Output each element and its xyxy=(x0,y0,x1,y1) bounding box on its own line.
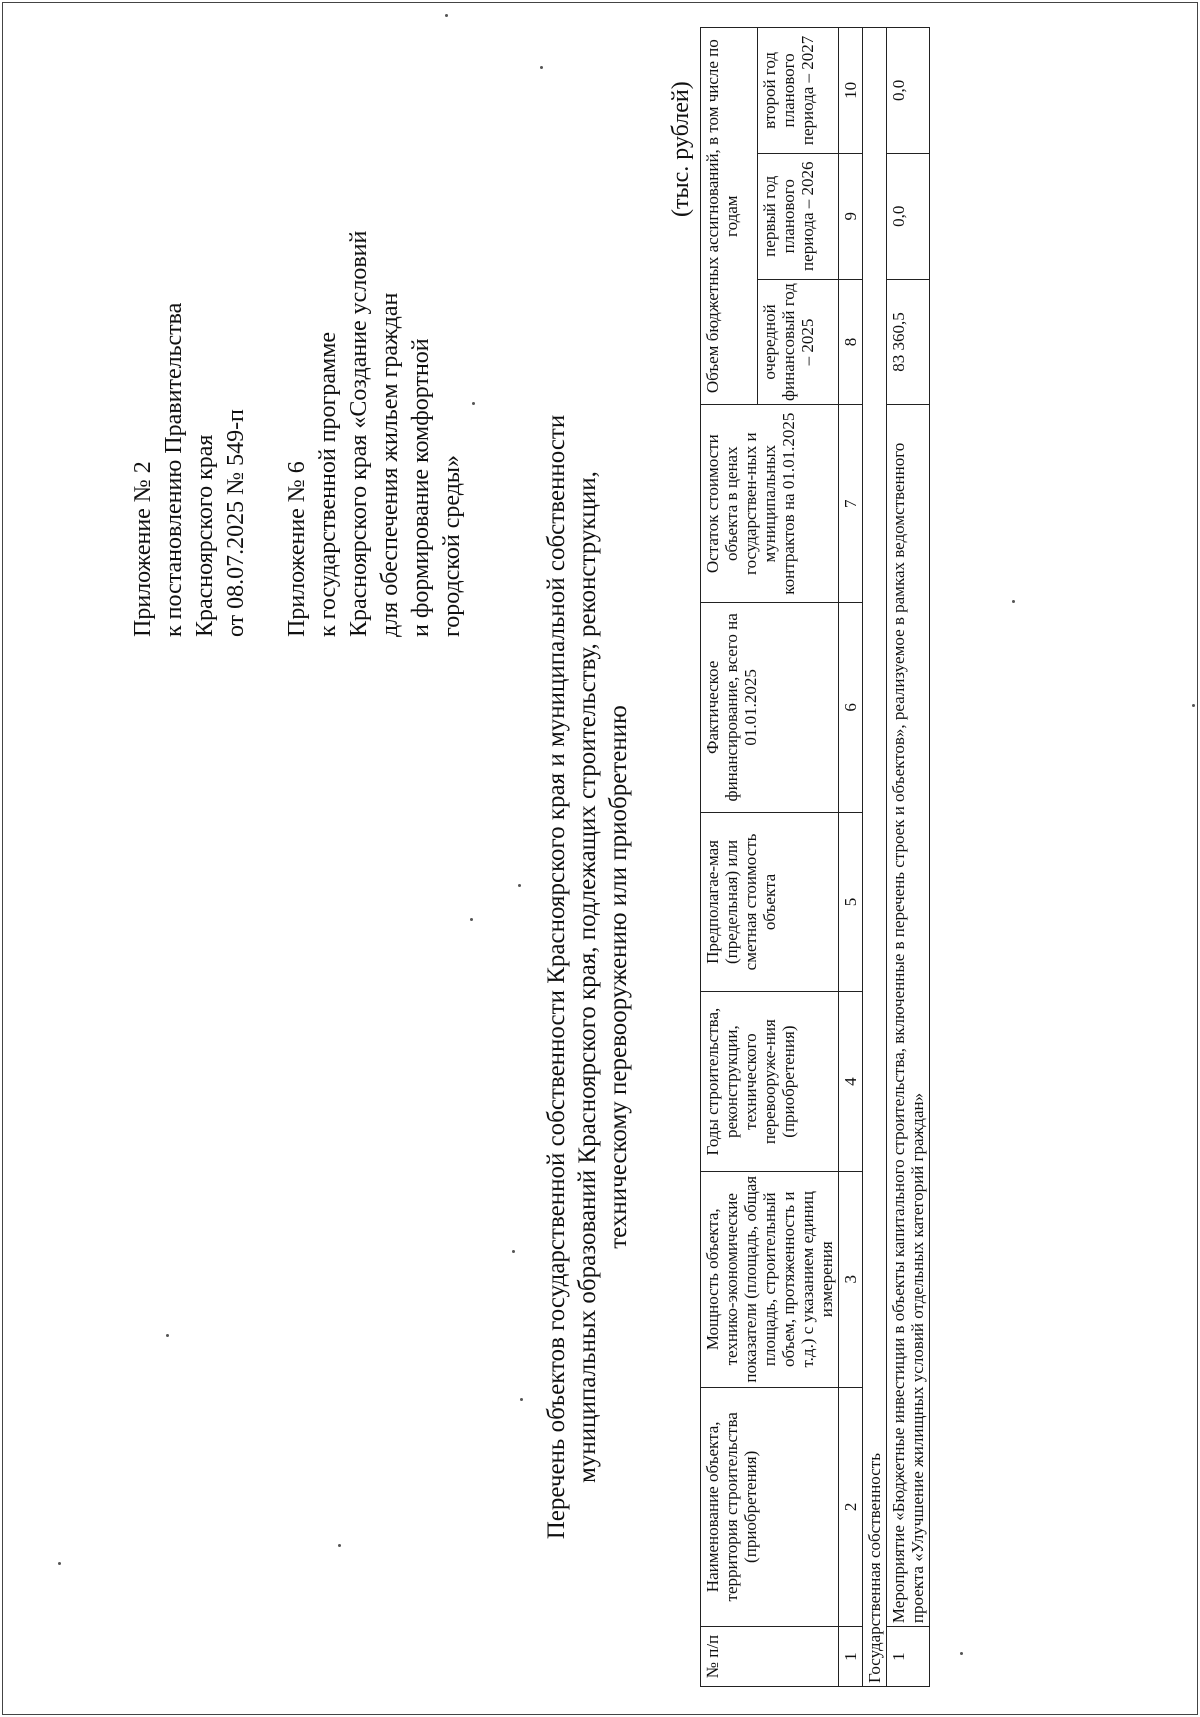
column-number-row xyxy=(839,28,863,1687)
header-line: Красноярского края «Создание условий xyxy=(346,230,372,637)
section-row xyxy=(863,28,887,1687)
column-number: 7 xyxy=(839,405,863,603)
column-number: 5 xyxy=(839,812,863,992)
header-line: к постановлению Правительства xyxy=(161,302,187,637)
header-line: Приложение № 6 xyxy=(284,461,310,637)
column-number: 8 xyxy=(839,279,863,405)
document-title xyxy=(541,277,634,1677)
header-cell: Фактическое финансирование, всего на 01.01.2025 xyxy=(701,603,839,813)
header-cell: Годы строительства, реконструкции, технического перевооруже-ния (приобретения) xyxy=(701,992,839,1172)
column-number: 3 xyxy=(839,1171,863,1387)
header-line: к государственной программе xyxy=(315,331,341,637)
header-cell: Наименование объекта, территория строительства (приобретения) xyxy=(701,1387,839,1627)
column-number: 4 xyxy=(839,992,863,1172)
row-description: Мероприятие «Бюджетные инвестиции в объекты капитального строительства, включенные в перечень строек и объектов», реализуемое в рамках ведомственного проекта «Улучшение жилищных условий отдельных категорий граждан» xyxy=(887,405,930,1627)
column-number: 2 xyxy=(839,1387,863,1627)
row-value-2027: 0,0 xyxy=(887,28,930,154)
header-line: Красноярского края xyxy=(192,434,218,637)
title-line: муниципальных образований Красноярского края, подлежащих строительству, реконструкции, xyxy=(574,471,601,1483)
title-line: техническому перевооружению или приобретению xyxy=(605,705,632,1249)
appendix-2-header xyxy=(128,303,252,637)
appendix-6-header xyxy=(282,231,468,637)
title-line: Перечень объектов государственной собственности Красноярского края и муниципальной собственности xyxy=(543,414,570,1540)
header-line: городской среды» xyxy=(439,454,465,637)
column-number: 1 xyxy=(839,1627,863,1687)
units-label: (тыс. рублей) xyxy=(668,81,694,217)
column-number: 10 xyxy=(839,28,863,154)
header-line: для обеспечения жильем граждан xyxy=(377,292,403,637)
table-row xyxy=(887,28,930,1687)
header-cell: № п/п xyxy=(701,1627,839,1687)
header-cell: первый год планового периода – 2026 xyxy=(757,153,839,279)
header-line: от 08.07.2025 № 549-п xyxy=(223,409,249,637)
header-cell: Мощность объекта, технико-экономические показатели (площадь, общая площадь, строительный объем, протяженность и т.д.) с указанием единиц измерения xyxy=(701,1171,839,1387)
objects-table xyxy=(700,27,930,1687)
column-number: 6 xyxy=(839,603,863,813)
section-title: Государственная собственность xyxy=(863,28,887,1687)
header-group-cell: Объем бюджетных ассигнований, в том числе по годам xyxy=(701,28,758,405)
row-value-2026: 0,0 xyxy=(887,153,930,279)
row-value-2025: 83 360,5 xyxy=(887,279,930,405)
header-line: Приложение № 2 xyxy=(130,461,156,637)
table-header-row xyxy=(701,28,758,1687)
header-cell: Остаток стоимости объекта в ценах государствен-ных и муниципальных контрактов на 01.01.2025 xyxy=(701,405,839,603)
column-number: 9 xyxy=(839,153,863,279)
header-cell: Предполагае-мая (предельная) или сметная стоимость объекта xyxy=(701,812,839,992)
header-cell: второй год планового периода – 2027 xyxy=(757,28,839,154)
header-cell: очередной финансовый год – 2025 xyxy=(757,279,839,405)
header-line: и формирование комфортной xyxy=(408,338,434,637)
row-number: 1 xyxy=(887,1627,930,1687)
